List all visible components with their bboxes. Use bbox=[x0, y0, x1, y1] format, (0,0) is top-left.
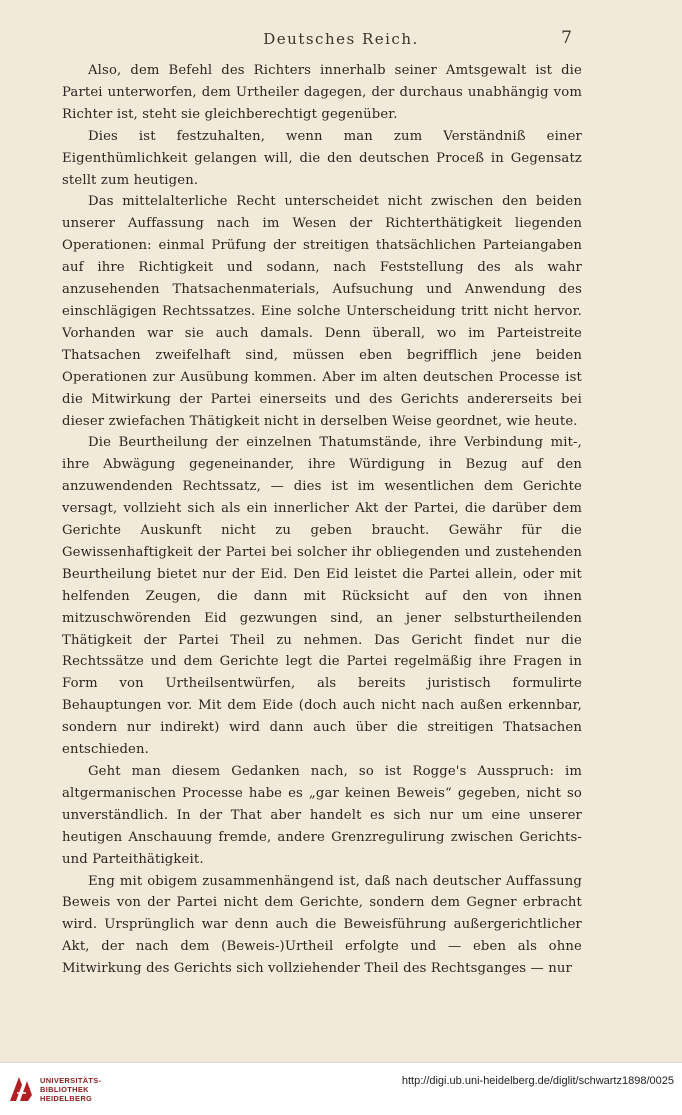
library-name-line: UNIVERSITÄTS- bbox=[40, 1076, 102, 1085]
library-name-line: HEIDELBERG bbox=[40, 1094, 93, 1103]
paragraph: Geht man diesem Gedanken nach, so ist Rogge's Ausspruch: im altgermanischen Processe habe es „gar keinen Beweis“ gegeben, nicht so unverständlich. In der That aber handelt es sich nur um eine unserer heutigen Anschauung fremde, andere Grenzregulirung zwischen Gerichts- und Parteithätigkeit. bbox=[62, 764, 582, 867]
library-name bbox=[40, 1076, 101, 1103]
running-title: Deutsches Reich. bbox=[263, 30, 419, 48]
paragraph: Eng mit obigem zusammenhängend ist, daß nach deutscher Auffassung Beweis von der Partei nicht dem Gerichte, sondern dem Gegner erbracht wird. Ursprünglich war denn auch die Beweisführung außergerichtlicher Akt, der nach dem (Beweis-)Urtheil erfolgte und — eben als ohne Mitwirkung des Gerichts sich vollziehender Theil des Rechtsganges — nur bbox=[62, 873, 582, 977]
source-url-link[interactable]: http://digi.ub.uni-heidelberg.de/diglit/schwartz1898/0025 bbox=[401, 1075, 674, 1087]
paragraph: Dies ist festzuhalten, wenn man zum Verständniß einer Eigenthümlichkeit gelangen will, die den deutschen Proceß in Gegensatz stellt zum heutigen. bbox=[62, 128, 582, 188]
paragraph: Das mittelalterliche Recht unterscheidet nicht zwischen den beiden unserer Auffassung nach im Wesen der Richterthätigkeit liegenden Operationen: einmal Prüfung der streitigen thatsächlichen Parteiangaben auf ihre Richtigkeit und sodann, nach Feststellung des als wahr anzusehenden Thatsachenmaterials, Aufsuchung und Anwendung des einschlägigen Rechtssatzes. Eine solche Unterscheidung tritt nicht hervor. Vorhanden war sie auch damals. Denn überall, wo im Parteistreite Thatsachen zweifelhaft sind, müssen eben begrifflich jene beiden Operationen zur Ausübung kommen. Aber im alten deutschen Processe ist die Mitwirkung der Partei einerseits und des Gerichts andererseits bei dieser zwiefachen Thätigkeit nicht in derselben Weise geordnet, wie heute. bbox=[62, 194, 582, 429]
page-header bbox=[0, 28, 682, 52]
library-name-line: BIBLIOTHEK bbox=[40, 1085, 89, 1094]
library-logo-icon[interactable] bbox=[8, 1073, 34, 1103]
paragraph: Also, dem Befehl des Richters innerhalb seiner Amtsgewalt ist die Partei unterworfen, dem Urtheiler dagegen, der durchaus unabhängig vom Richter ist, steht sie gleichberechtigt gegenüber. bbox=[62, 63, 582, 122]
body-text bbox=[62, 60, 582, 980]
footer-bar bbox=[0, 1062, 682, 1115]
paragraph: Die Beurtheilung der einzelnen Thatumstände, ihre Verbindung mit-, ihre Abwägung gegeneinander, ihre Würdigung in Bezug auf den anzuwendenden Rechtssatz, — dies ist im wesentlichen dem Gerichte versagt, vollzieht sich als ein innerlicher Akt der Partei, die darüber dem Gerichte Auskunft nicht zu geben braucht. Gewähr für die Gewissenhaftigkeit der Partei bei solcher ihr obliegenden und zustehenden Beurtheilung bietet nur der Eid. Den Eid leistet die Partei allein, oder mit helfenden Zeugen, die dann mit Rücksicht auf den von ihnen mitzuschwörenden Eid gezwungen sind, an jener selbsturtheilenden Thätigkeit der Partei Theil zu nehmen. Das Gericht findet nur die Rechtssätze und dem Gerichte legt die Partei regelmäßig ihre Fragen in Form von Urtheilsentwürfen, als bereits juristisch formulirte Behauptungen vor. Mit dem Eide (doch auch nicht nach außen erkennbar, sondern nur indirekt) wird dann auch über die streitigen Thatsachen entschieden. bbox=[62, 435, 582, 758]
page-number: 7 bbox=[561, 28, 572, 48]
